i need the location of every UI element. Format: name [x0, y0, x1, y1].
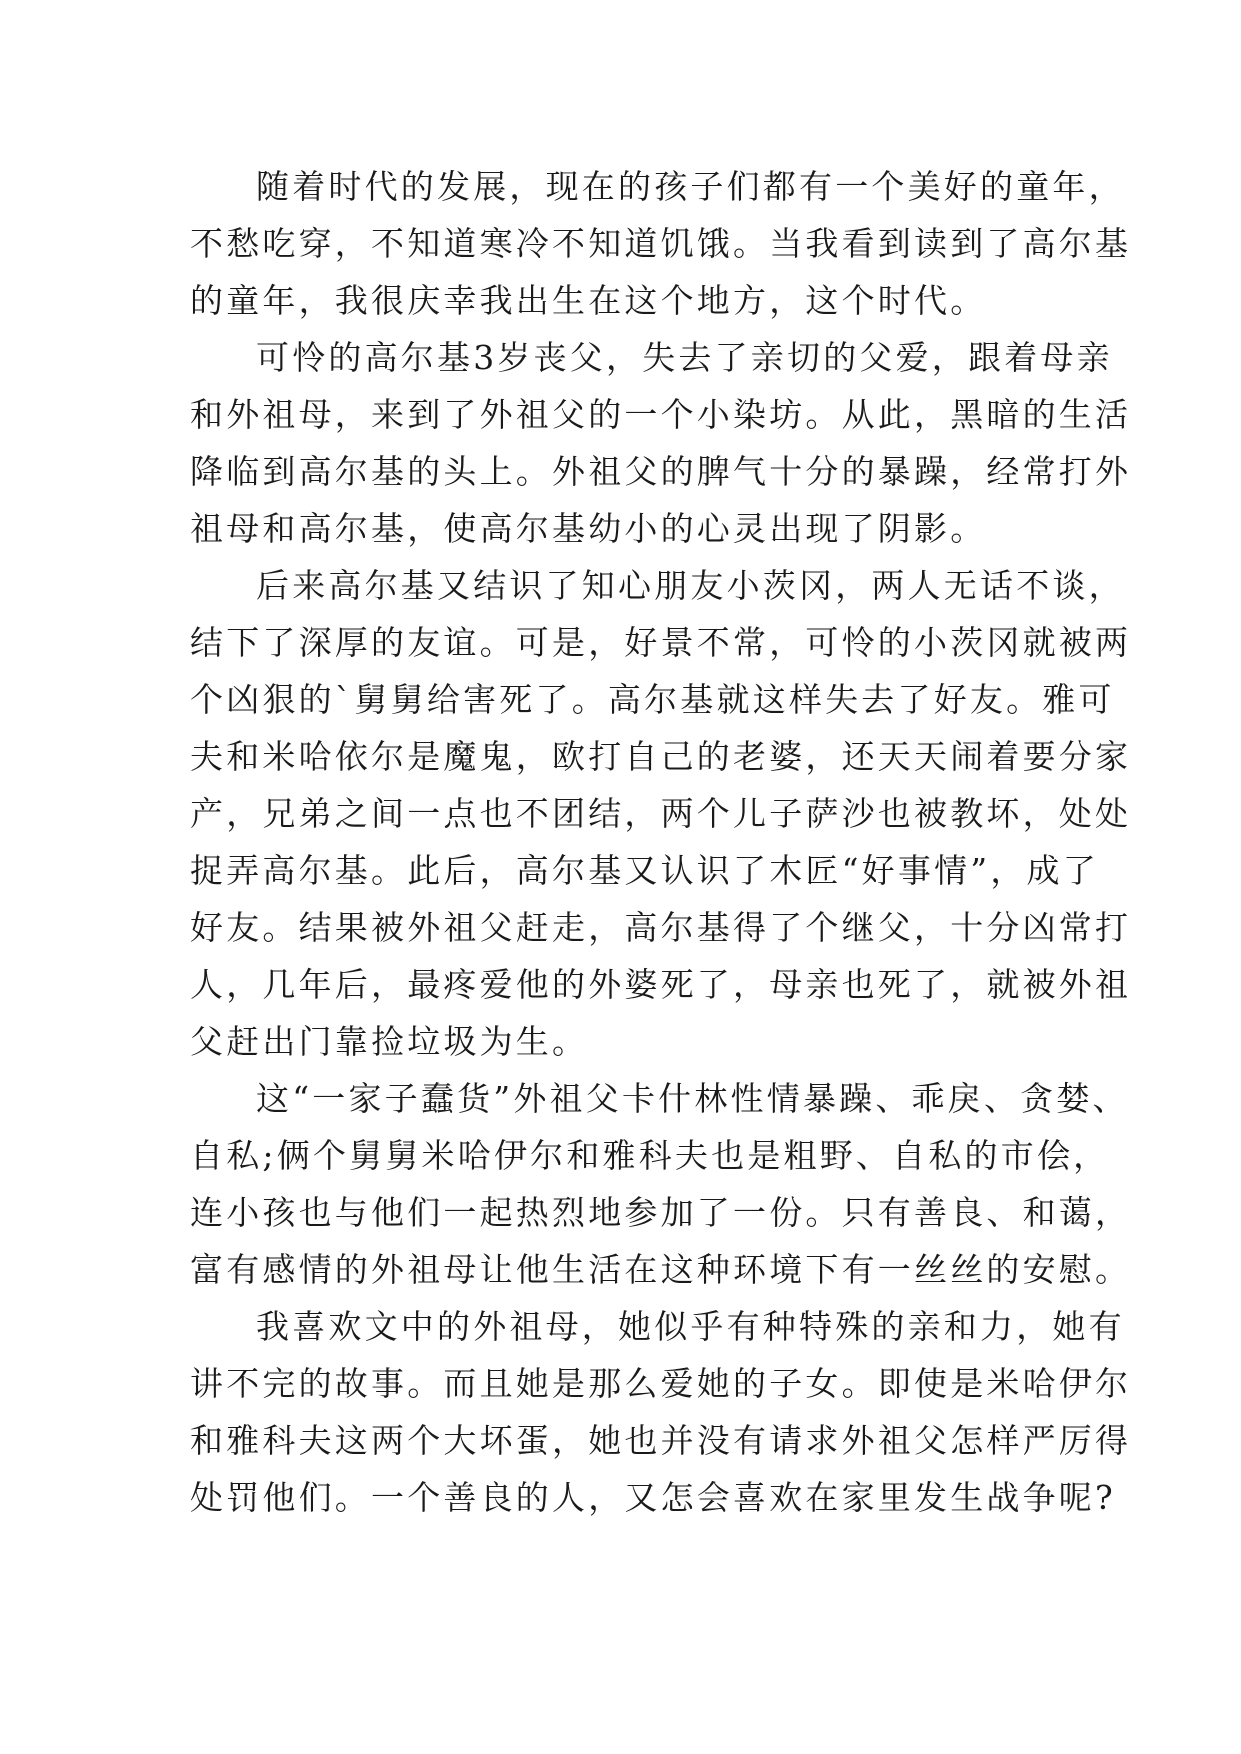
- text-line: 人，几年后，最疼爱他的外婆死了，母亲也死了，就被外祖: [190, 965, 1132, 1004]
- text-line: 祖母和高尔基，使高尔基幼小的心灵出现了阴影。: [190, 509, 987, 548]
- text-line: 可怜的高尔基3岁丧父，失去了亲切的父爱，跟着母亲: [256, 338, 1113, 377]
- paragraph-3: [190, 557, 1132, 1070]
- text-line: 自私;俩个舅舅米哈伊尔和雅科夫也是粗野、自私的市侩，: [190, 1136, 1110, 1175]
- text-line: 产，兄弟之间一点也不团结，两个儿子萨沙也被教坏，处处: [190, 794, 1132, 833]
- text-line: 处罚他们。一个善良的人，又怎会喜欢在家里发生战争呢?: [190, 1478, 1116, 1517]
- text-line: 富有感情的外祖母让他生活在这种环境下有一丝丝的安慰。: [190, 1250, 1132, 1289]
- text-line: 好友。结果被外祖父赶走，高尔基得了个继父，十分凶常打: [190, 908, 1132, 947]
- text-line: 捉弄高尔基。此后，高尔基又认识了木匠“好事情”，成了: [190, 851, 1099, 890]
- text-line: 的童年，我很庆幸我出生在这个地方，这个时代。: [190, 281, 987, 320]
- article-body: [190, 158, 1132, 1526]
- text-line: 父赶出门靠捡垃圾为生。: [190, 1022, 589, 1061]
- text-line: 我喜欢文中的外祖母，她似乎有种特殊的亲和力，她有: [256, 1307, 1125, 1346]
- paragraph-5: [190, 1298, 1132, 1526]
- paragraph-2: [190, 329, 1132, 557]
- text-line: 和雅科夫这两个大坏蛋，她也并没有请求外祖父怎样严厉得: [190, 1421, 1132, 1460]
- text-line: 不愁吃穿，不知道寒冷不知道饥饿。当我看到读到了高尔基: [190, 224, 1132, 263]
- paragraph-1: [190, 158, 1132, 329]
- text-line: 讲不完的故事。而且她是那么爱她的子女。即使是米哈伊尔: [190, 1364, 1132, 1403]
- text-line: 个凶狠的`舅舅给害死了。高尔基就这样失去了好友。雅可: [190, 680, 1115, 719]
- paragraph-4: [190, 1070, 1132, 1298]
- text-line: 后来高尔基又结识了知心朋友小茨冈，两人无话不谈，: [256, 566, 1125, 605]
- text-line: 随着时代的发展，现在的孩子们都有一个美好的童年，: [256, 167, 1125, 206]
- text-line: 结下了深厚的友谊。可是，好景不常，可怜的小茨冈就被两: [190, 623, 1132, 662]
- text-line: 这“一家子蠢货”外祖父卡什林性情暴躁、乖戾、贪婪、: [256, 1079, 1129, 1118]
- text-line: 降临到高尔基的头上。外祖父的脾气十分的暴躁，经常打外: [190, 452, 1132, 491]
- text-line: 连小孩也与他们一起热烈地参加了一份。只有善良、和蔼，: [190, 1193, 1132, 1232]
- text-line: 夫和米哈依尔是魔鬼，欧打自己的老婆，还天天闹着要分家: [190, 737, 1132, 776]
- text-line: 和外祖母，来到了外祖父的一个小染坊。从此，黑暗的生活: [190, 395, 1132, 434]
